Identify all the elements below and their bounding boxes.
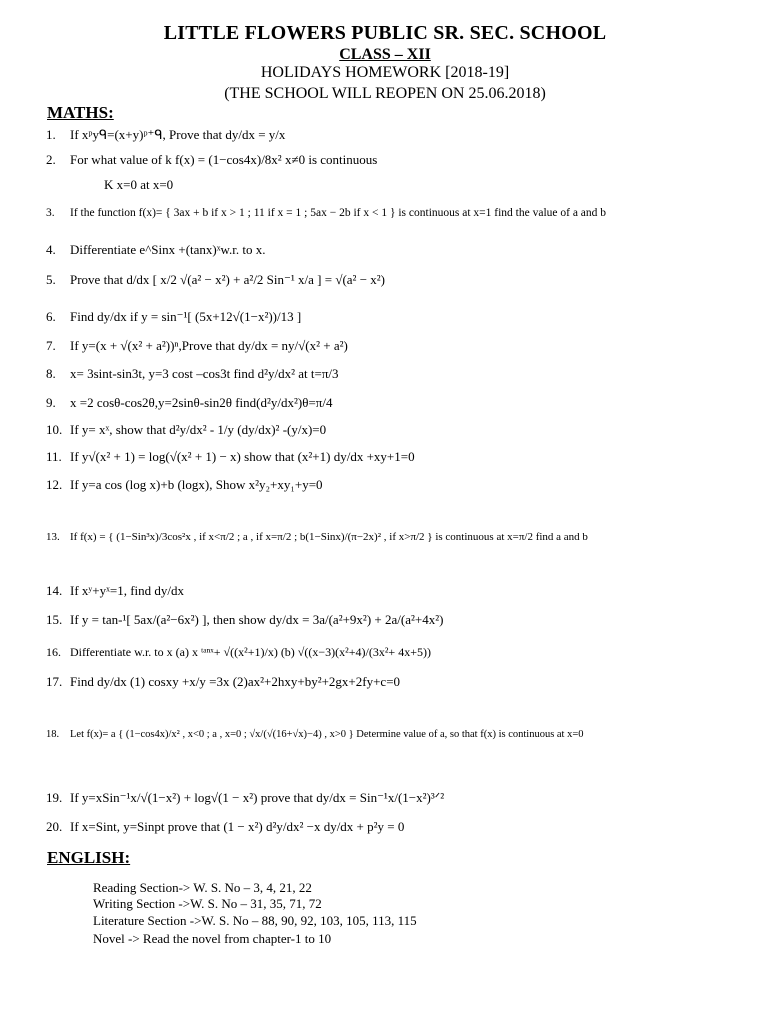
question-9: 9. x =2 cosθ-cos2θ,y=2sinθ-sin2θ find(d²y/dx²)θ=π/4 bbox=[46, 395, 333, 410]
question-11: 11. If y√(x² + 1) = log(√(x² + 1) − x) show that (x²+1) dy/dx +xy+1=0 bbox=[46, 449, 415, 464]
question-16: 16. Differentiate w.r. to x (a) x ᵗᵃⁿˣ+ √((x²+1)/x) (b) √((x−3)(x²+4)/(3x²+ 4x+5)) bbox=[46, 645, 431, 659]
question-1: 1. If xᵖyᑫ=(x+y)ᵖ⁺ᑫ, Prove that dy/dx = y/x bbox=[46, 127, 286, 142]
question-10: 10. If y= xˣ, show that d²y/dx² - 1/y (dy/dx)² -(y/x)=0 bbox=[46, 422, 327, 437]
school-name: LITTLE FLOWERS PUBLIC SR. SEC. SCHOOL bbox=[163, 22, 607, 44]
question-14: 14. If xʸ+yˣ=1, find dy/dx bbox=[46, 583, 184, 598]
question-17: 17. Find dy/dx (1) cosxy +x/y =3x (2)ax²+2hxy+by²+2gx+2fy+c=0 bbox=[46, 674, 401, 689]
question-2-condition: K x=0 at x=0 bbox=[104, 177, 174, 192]
english-item-reading: Reading Section-> W. S. No – 3, 4, 21, 22 bbox=[93, 880, 312, 895]
english-heading: ENGLISH: bbox=[47, 848, 131, 867]
question-6: 6. Find dy/dx if y = sin⁻¹[ (5x+12√(1−x²))/13 ] bbox=[46, 309, 302, 324]
question-15: 15. If y = tan-¹[ 5ax/(a²−6x²) ], then show dy/dx = 3a/(a²+9x²) + 2a/(a²+4x²) bbox=[46, 612, 444, 627]
question-4: 4. Differentiate e^Sinx +(tanx)ˣw.r. to x. bbox=[46, 242, 266, 257]
question-19: 19. If y=xSin⁻¹x/√(1−x²) + log√(1 − x²) prove that dy/dx = Sin⁻¹x/(1−x²)³ᐟ² bbox=[46, 790, 445, 805]
class-title: CLASS – XII bbox=[339, 46, 431, 63]
homework-title: HOLIDAYS HOMEWORK [2018-19] bbox=[260, 64, 510, 81]
english-item-writing: Writing Section ->W. S. No – 31, 35, 71, 72 bbox=[93, 896, 322, 911]
reopen-note: (THE SCHOOL WILL REOPEN ON 25.06.2018) bbox=[224, 85, 546, 102]
maths-heading: MATHS: bbox=[47, 103, 114, 122]
question-7: 7. If y=(x + √(x² + a²))ⁿ,Prove that dy/dx = ny/√(x² + a²) bbox=[46, 338, 348, 353]
question-2: 2. For what value of k f(x) = (1−cos4x)/8x² x≠0 is continuous bbox=[46, 152, 378, 167]
question-12: 12. If y=a cos (log x)+b (logx), Show x²y₂+xy₁+y=0 bbox=[46, 477, 323, 492]
question-18: 18. Let f(x)= a { (1−cos4x)/x² , x<0 ; a , x=0 ; √x/(√(16+√x)−4) , x>0 } Determine value of a, so that f(x) is continuous at x=0 bbox=[46, 729, 584, 740]
question-3: 3. If the function f(x)= { 3ax + b if x > 1 ; 11 if x = 1 ; 5ax − 2b if x < 1 } is continuous at x=1 find the value of a and b bbox=[46, 207, 607, 219]
english-item-novel: Novel -> Read the novel from chapter-1 to 10 bbox=[93, 931, 332, 946]
question-13: 13. If f(x) = { (1−Sin³x)/3cos²x , if x<π/2 ; a , if x=π/2 ; b(1−Sinx)/(π−2x)² , if x>π/2 } is continuous at x=π/2 find a and b bbox=[46, 531, 588, 543]
question-5: 5. Prove that d/dx [ x/2 √(a² − x²) + a²/2 Sin⁻¹ x/a ] = √(a² − x²) bbox=[46, 272, 386, 287]
english-item-literature: Literature Section ->W. S. No – 88, 90, 92, 103, 105, 113, 115 bbox=[93, 913, 417, 928]
question-20: 20. If x=Sint, y=Sinpt prove that (1 − x²) d²y/dx² −x dy/dx + p²y = 0 bbox=[46, 819, 405, 834]
question-8: 8. x= 3sint-sin3t, y=3 cost –cos3t find d²y/dx² at t=π/3 bbox=[46, 366, 339, 381]
